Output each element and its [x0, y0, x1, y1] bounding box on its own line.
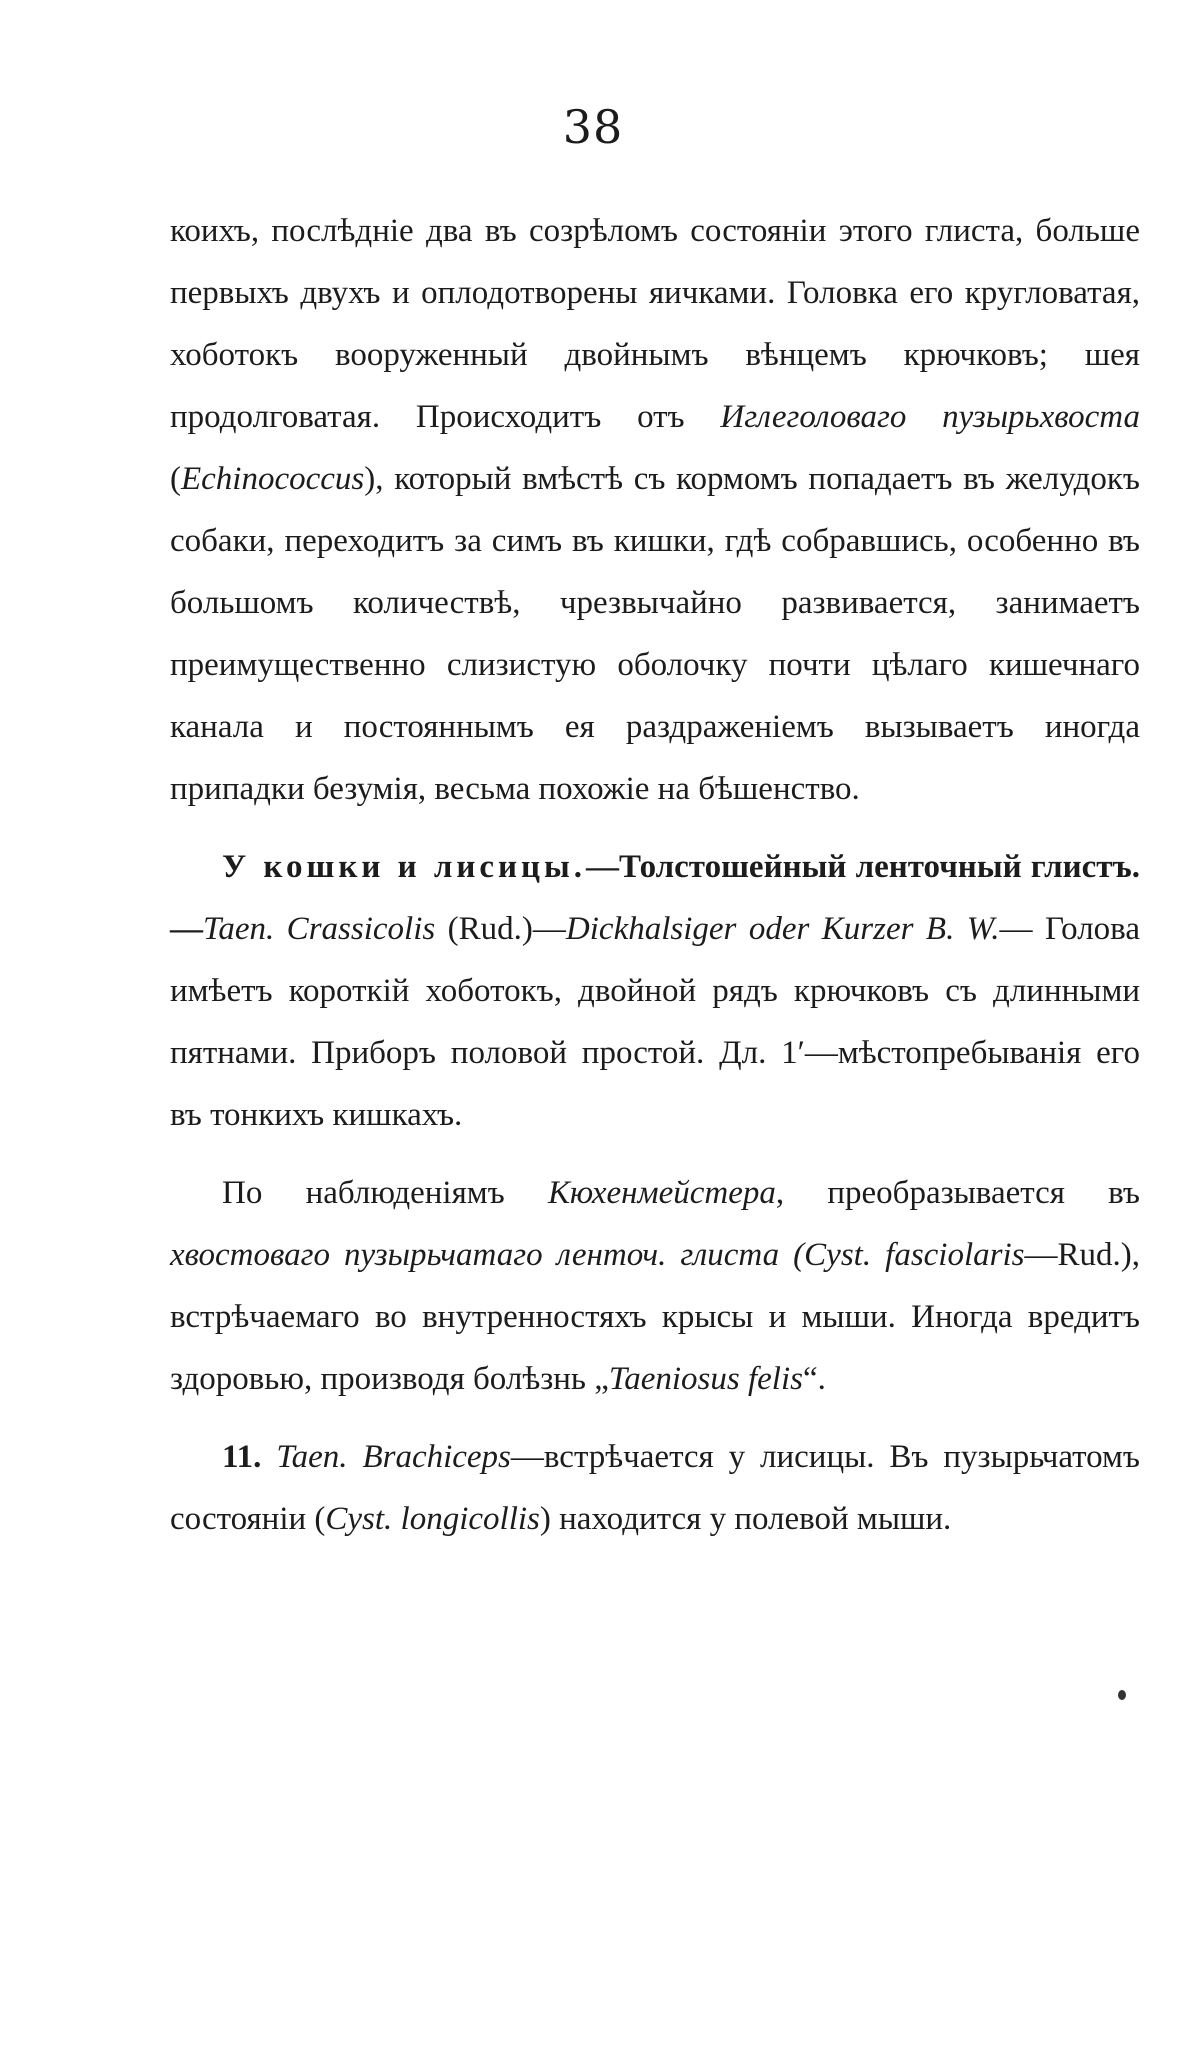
- paragraph-3-italic-disease: Taeniosus felis: [608, 1361, 803, 1397]
- paragraph-3: [170, 1162, 1140, 1410]
- paragraph-4: [170, 1426, 1140, 1550]
- paragraph-1-italic-russian-name: Иглеголоваго пузырьхвоста: [720, 399, 1140, 435]
- ink-speck: [1118, 1690, 1126, 1700]
- paragraph-2-author: (Rud.)—: [435, 911, 566, 947]
- paragraph-2: [170, 836, 1140, 1146]
- paragraph-3-italic-author: Кюхенмейстера: [547, 1175, 776, 1211]
- paragraph-1-text: коихъ, послѣдніе два въ созрѣломъ состояніи этого глиста, больше первыхъ двухъ и оплодотворены яичками. Головка его кругловатая, хоботокъ вооруженный двойнымъ вѣнцемъ крючковъ; шея продолговатая. Происходитъ отъ: [170, 213, 1140, 435]
- paragraph-3-italic-species: хвостоваго пузырьчатаго ленточ. глиста (Cyst. fasciolaris: [170, 1237, 1025, 1273]
- paragraph-1-italic-latin-name: Echinococcus: [181, 461, 365, 497]
- page-number: 38: [562, 100, 624, 154]
- paragraph-3-tail: “.: [802, 1361, 826, 1397]
- paragraph-3-mid-2: —Rud.), встрѣчаемаго во внутренностяхъ крысы и мыши. Иногда вредитъ здоровью, производя болѣзнь „: [170, 1237, 1140, 1397]
- paragraph-2-italic-latin-name: Taen. Crassicolis: [203, 911, 436, 947]
- paragraph-2-host-heading: У кошки и лисицы.: [222, 849, 587, 885]
- paragraph-3-lead: По наблюденіямъ: [222, 1175, 548, 1211]
- paragraph-4-italic-latin-name: Taen. Brachiceps: [261, 1439, 511, 1475]
- paragraph-1-bracket-open: (: [170, 461, 181, 497]
- paragraph-4-italic-cyst-name: Cyst. longicollis: [325, 1501, 540, 1537]
- paragraph-4-tail: ) находится у полевой мыши.: [539, 1501, 952, 1537]
- paragraph-1: [170, 200, 1140, 820]
- paragraph-2-tail: — Голова имѣетъ короткій хоботокъ, двойной рядъ крючковъ съ длинными пятнами. Приборъ половой простой. Дл. 1′—мѣстопребыванія его въ тонкихъ кишкахъ.: [170, 911, 1140, 1133]
- paragraph-4-number: 11.: [222, 1439, 262, 1475]
- paragraph-2-italic-german-name: Dickhalsiger oder Kurzer B. W.: [565, 911, 1000, 947]
- paragraph-2-species-title: —Толстошейный ленточный глистъ.—: [170, 849, 1140, 947]
- paragraph-4-mid: —встрѣчается у лисицы. Въ пузырьчатомъ состояніи (: [170, 1439, 1140, 1537]
- body-text: [170, 200, 1140, 1550]
- paragraph-1-tail: ), который вмѣстѣ съ кормомъ попадаетъ въ желудокъ собаки, переходитъ за симъ въ кишки, гдѣ собравшись, особенно въ большомъ количествѣ, чрезвычайно развивается, занимаетъ преимущественно слизистую оболочку почти цѣлаго кишечнаго канала и постояннымъ ея раздраженіемъ вызываетъ иногда припадки безумія, весьма похожіе на бѣшенство.: [170, 461, 1140, 807]
- paragraph-3-mid-1: , преобразывается въ: [775, 1175, 1140, 1211]
